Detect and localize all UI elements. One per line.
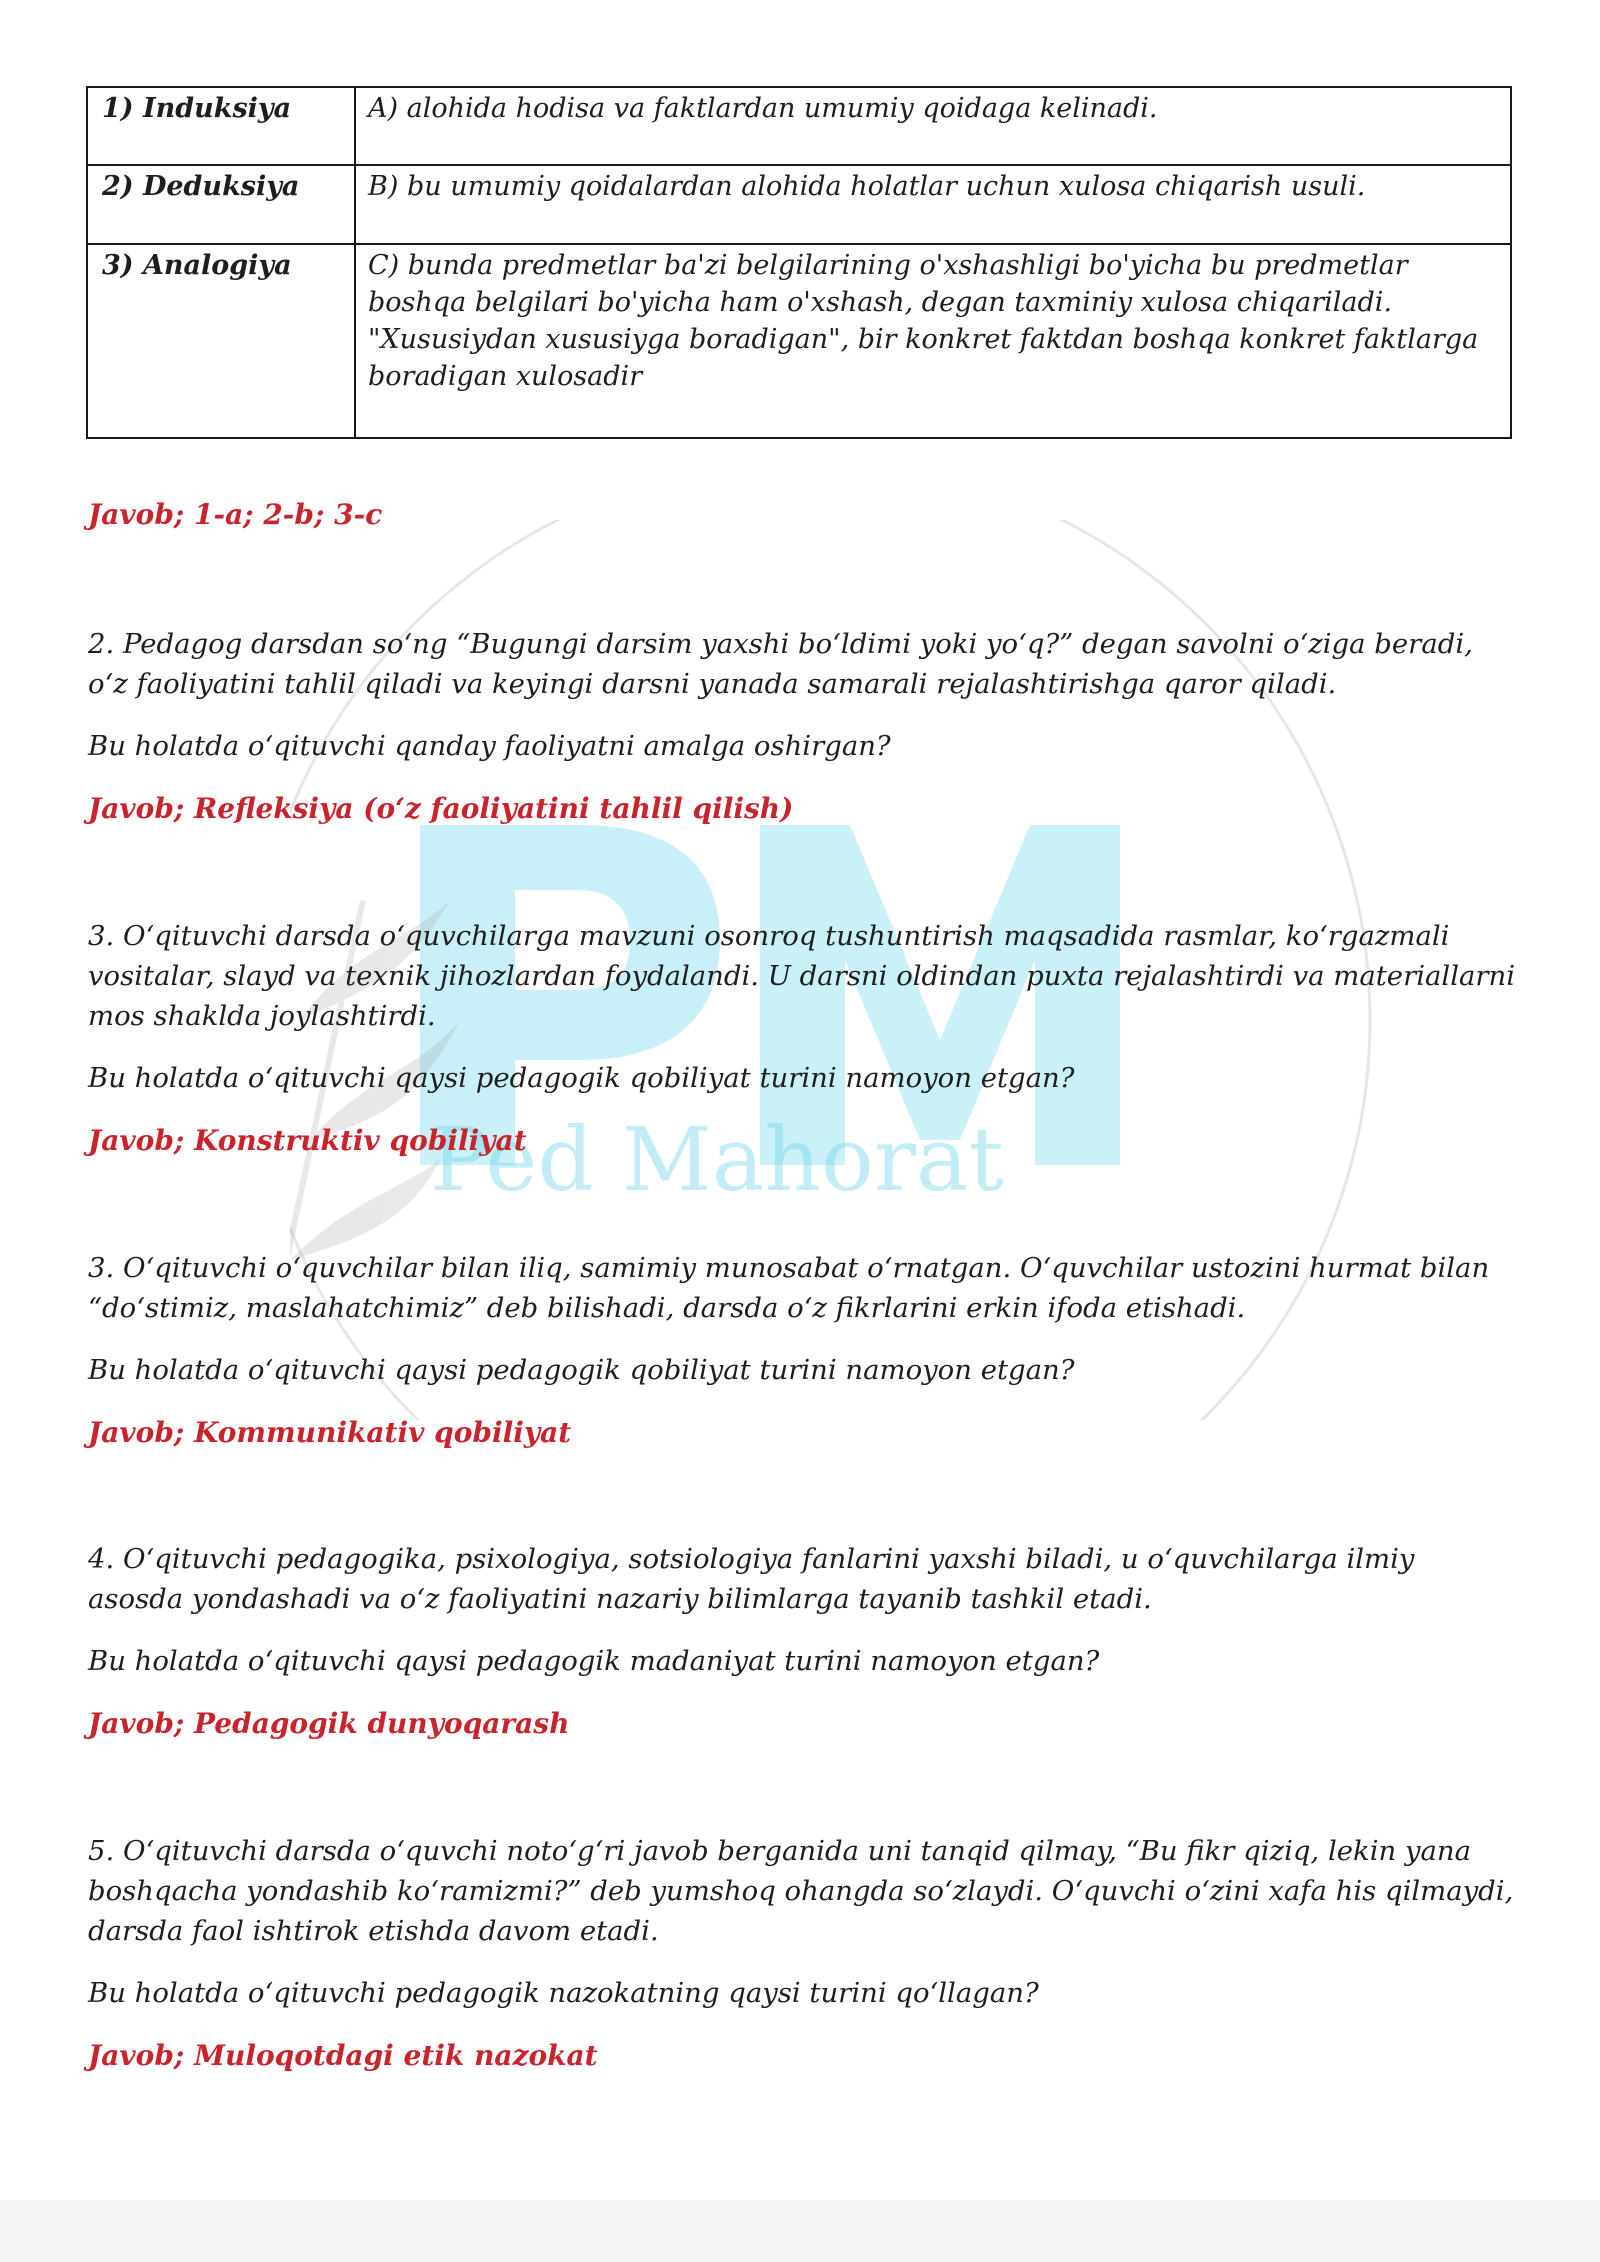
table-row xyxy=(87,165,1511,244)
table-term: 1) Induksiya xyxy=(87,87,355,165)
table-term: 3) Analogiya xyxy=(87,244,355,438)
table-definition: C) bunda predmetlar ba'zi belgilarining o'xshashligi bo'yicha bu predmetlar boshqa belgilari bo'yicha ham o'xshash, degan taxminiy xulosa chiqariladi. "Xususiydan xususiyga boradigan", bir konkret faktdan boshqa konkret faktlarga boradigan xulosadir xyxy=(355,244,1511,438)
question-text: 4. O‘qituvchi pedagogika, psixologiya, sotsiologiya fanlarini yaxshi biladi, u o‘quvchilarga ilmiy asosda yondashadi va o‘z faoliyatini nazariy bilimlarga tayanib tashkil etadi. xyxy=(88,1543,1415,1615)
table-definition: A) alohida hodisa va faktlardan umumiy qoidaga kelinadi. xyxy=(355,87,1511,165)
table-term: 2) Deduksiya xyxy=(87,165,355,244)
answer-0: Javob; 1-a; 2-b; 3-c xyxy=(88,498,383,531)
table-row xyxy=(87,244,1511,438)
table-row xyxy=(87,87,1511,165)
matching-table xyxy=(86,86,1512,439)
question-answer: Javob; Kommunikativ qobiliyat xyxy=(88,1416,572,1449)
question-prompt: Bu holatda o‘qituvchi pedagogik nazokatning qaysi turini qo‘llagan? xyxy=(88,1977,1039,2009)
question-prompt: Bu holatda o‘qituvchi qaysi pedagogik qobiliyat turini namoyon etgan? xyxy=(88,1062,1075,1094)
question-text: 2. Pedagog darsdan so‘ng “Bugungi darsim yaxshi bo‘ldimi yoki yo‘q?” degan savolni o‘ziga beradi, o‘z faoliyatini tahlil qiladi va keyingi darsni yanada samarali rejalashtirishga qaror qiladi. xyxy=(88,628,1473,700)
watermark-text: Ped Mahorat xyxy=(430,1108,1004,1211)
question-answer: Javob; Refleksiya (o‘z faoliyatini tahlil qilish) xyxy=(88,792,794,825)
question-text: 3. O‘qituvchi darsda o‘quvchilarga mavzuni osonroq tushuntirish maqsadida rasmlar, ko‘rgazmali vositalar, slayd va texnik jihozlardan foydalandi. U darsni oldindan puxta rejalashtirdi va materiallarni mos shaklda joylashtirdi. xyxy=(88,920,1516,1032)
table-definition: B) bu umumiy qoidalardan alohida holatlar uchun xulosa chiqarish usuli. xyxy=(355,165,1511,244)
question-prompt: Bu holatda o‘qituvchi qanday faoliyatni amalga oshirgan? xyxy=(88,730,891,762)
question-answer: Javob; Konstruktiv qobiliyat xyxy=(88,1124,527,1157)
question-answer: Javob; Pedagogik dunyoqarash xyxy=(88,1707,570,1740)
question-text: 5. O‘qituvchi darsda o‘quvchi noto‘g‘ri javob berganida uni tanqid qilmay, “Bu fikr qiziq, lekin yana boshqacha yondashib ko‘ramizmi?” deb yumshoq ohangda so‘zlaydi. O‘quvchi o‘zini xafa his qilmaydi, darsda faol ishtirok etishda davom etadi. xyxy=(88,1835,1514,1947)
page-bottom-margin xyxy=(0,2200,1600,2262)
question-answer: Javob; Muloqotdagi etik nazokat xyxy=(88,2039,598,2072)
question-prompt: Bu holatda o‘qituvchi qaysi pedagogik madaniyat turini namoyon etgan? xyxy=(88,1645,1100,1677)
question-prompt: Bu holatda o‘qituvchi qaysi pedagogik qobiliyat turini namoyon etgan? xyxy=(88,1354,1075,1386)
question-text: 3. O‘qituvchi o‘quvchilar bilan iliq, samimiy munosabat o‘rnatgan. O‘quvchilar ustozini hurmat bilan “do‘stimiz, maslahatchimiz” deb bilishadi, darsda o‘z fikrlarini erkin ifoda etishadi. xyxy=(88,1252,1490,1324)
